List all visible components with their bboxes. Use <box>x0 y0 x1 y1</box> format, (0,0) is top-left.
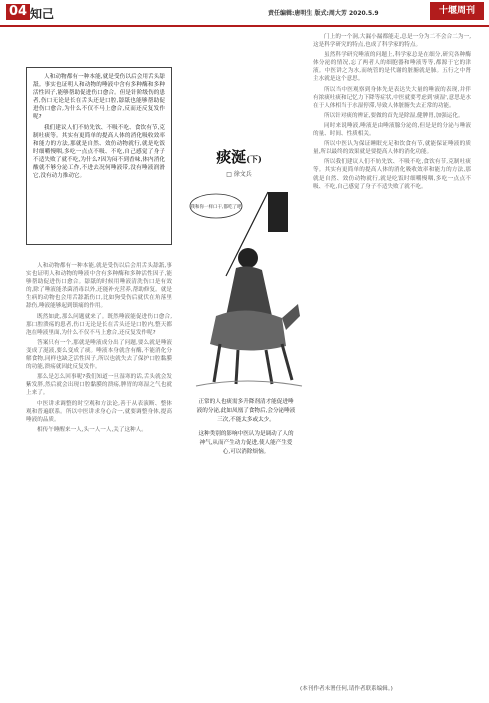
horse-leg <box>214 344 220 382</box>
warrior-head <box>238 248 258 268</box>
abstract-paragraph: 人和动物都有一种本能,就是受伤以后会用舌头舔舐。事实也证明人和动物的唾液中含有多种酶和多种活性因子,能够帮助促进伤口愈合。但是针阶级伤的患者,伤口无论是长在舌头还是口腔,舔舐也能够帮助促进伤口愈合,为什么不仅不马上愈合,反而还反复发作呢? <box>33 74 165 121</box>
banner-flag <box>268 192 288 232</box>
ink-illustration <box>186 186 304 390</box>
page-number: 04 <box>6 4 30 20</box>
warrior-body <box>226 266 272 316</box>
body-paragraph: 所以中医认为保证睡眠充足和饮食有节,就能保证唾液的质量,所以最终的效果就是要提高人体的消化功能。 <box>313 141 471 156</box>
body-paragraph: 相传午睡醒来一人,头一人一人,关了这种人。 <box>37 426 147 433</box>
editor-meta: 责任编辑:唐明生 版式:周大芳 2020.5.9 <box>268 10 379 17</box>
horse-head <box>282 304 300 330</box>
body-paragraph: 中医讲求调整的时空观和方法论,善于从表演断、整体观和普遍联系。所以中医讲求身心合一,就要调整身体,提高唾液的品质。 <box>26 400 172 423</box>
body-paragraph: 门上的一个洞,大漏小漏都能走,总是一分为二不会合二为一,这是科学研究的特点,也成了科学家的特点。 <box>313 34 471 49</box>
body-paragraph: 那么是怎么回事呢?我们知道一旦湿寒的话,舌头就会发紫发胖,然后就会出现口腔黏膜的溃疡,脾胃的寒湿之气也就上来了。 <box>26 374 172 397</box>
horse-leg <box>282 344 292 380</box>
ground-line <box>196 381 302 386</box>
illustration-captions <box>196 398 296 462</box>
body-column-right <box>313 33 471 679</box>
abstract-box <box>26 67 172 245</box>
publication-logo: 十堰周刊 <box>430 2 484 20</box>
article-title <box>212 146 266 167</box>
caption-paragraph: 这种类别的影响中医认为是调动了人的神气,从而产生动力促进,使人能产生爱心,可以消除烦恼。 <box>198 431 294 455</box>
body-paragraph: 虽然科学研究唾液的问题上,科学家总是在细分,研究各种酶体分泌的情况,忘了两者人的细胞器和唾液等等,都源于它的津液。中医讲之为水,而统管的是代谢的脏腑就是肺。五行之中肾主水就是这个意思。 <box>313 52 471 83</box>
footer-note: (本刊作者未署任何,请作者联系编辑。) <box>300 686 393 692</box>
body-paragraph: 既然如此,那么问题就来了。既然唾液能促进伤口愈合,那口腔溃疡的患者,伤口无论是长在舌头还是口腔内,整天都泡在唾液里面,为什么不仅不马上愈合,还反复发作呢? <box>26 313 172 336</box>
article-title-block <box>212 146 266 178</box>
body-paragraph: 人和动物都有一种本能,就是受伤以后会用舌头舔舐,事实也证明人和动物的唾液中含有多种酶和多种活性因子,能够帮助促进伤口愈合。舔舐的时候用唾液清洗伤口是有效的,除了唾液能杀菌消毒以外,还能补充营养,帮助修复。就是生病的动物也会用舌舔舐伤口,比如狗受伤后就伏在角落里舔伤,唾液能够起到镇痛的作用。 <box>26 263 172 310</box>
article-title-text: 痰涎 <box>216 148 247 166</box>
section-title: 知己 <box>30 7 55 21</box>
speech-bubble-text: 我和你一样口干,都吃了吧 <box>190 205 242 210</box>
body-paragraph: 所以我们建议人们不妨先饮、不吸不吃,食饮有节,克制吐痰等。其实有更简单的提高人体的消化吸收效率和能力的方法,那就是自然、效仿动物就行,就是吃饭时细嚼慢咽,多吃一点点不吸、不吃,自己感觉了身子不适失败了就不吃。 <box>313 159 471 190</box>
body-column-left <box>26 262 172 686</box>
body-paragraph: 同时来说唾液,唾液是由唾液腺分泌的,但是是的分泌与唾液的量、时间、性质相关。 <box>313 122 471 138</box>
body-paragraph: 答案只有一个,那就是唾液成分出了问题,要么就是唾液变成了涎液,要么变成了痰。唾液本身就含有酶,不能消化分解食物,同样也缺乏活性因子,所以也就失去了保护口腔黏膜的功能,溃疡就因此反复发作。 <box>26 339 172 371</box>
article-title-suffix: (下) <box>246 154 262 164</box>
caption-paragraph: 正常的人也痰需多升降剂清才能促进唾液的分泌,此如凤凰了食物后,会分泌唾液三次,不能太多或太少。 <box>196 399 296 423</box>
horse-leg <box>236 350 238 384</box>
page-header <box>0 0 489 27</box>
body-paragraph: 所以针对痰的辨证,要做的首先是除湿,健脾胃,加强运化。 <box>324 112 464 119</box>
body-paragraph: 所以当中医观察到身体先是表达失大量的唾液的表现,并伴有浓痰吐痰和记忆力下降等症状,中医就要考虑到'痰湿',意思是水在于人体相当于水湿停滞,导致人体脏腑失去正常的功能。 <box>313 86 471 109</box>
abstract-paragraph: 我们建议人们不妨先饮、不吸不吃、食饮有节,克制吐痰等。其实有更简单的提高人体的消化吸收效率和能力的方法,那就是自然、效仿动物就行,就是吃饭时细嚼慢咽,多吃一点点不吸、不吃,自己感觉了身子不适失败了就不吃,为什么?因为闷不到香味,体内消化酸就不够分泌工作,不进去况何唾液带,没有唾液润滑它,没有动力推动它。 <box>33 124 165 180</box>
horse-leg <box>266 350 272 384</box>
author-byline: □ 徐文兵 <box>226 171 252 178</box>
